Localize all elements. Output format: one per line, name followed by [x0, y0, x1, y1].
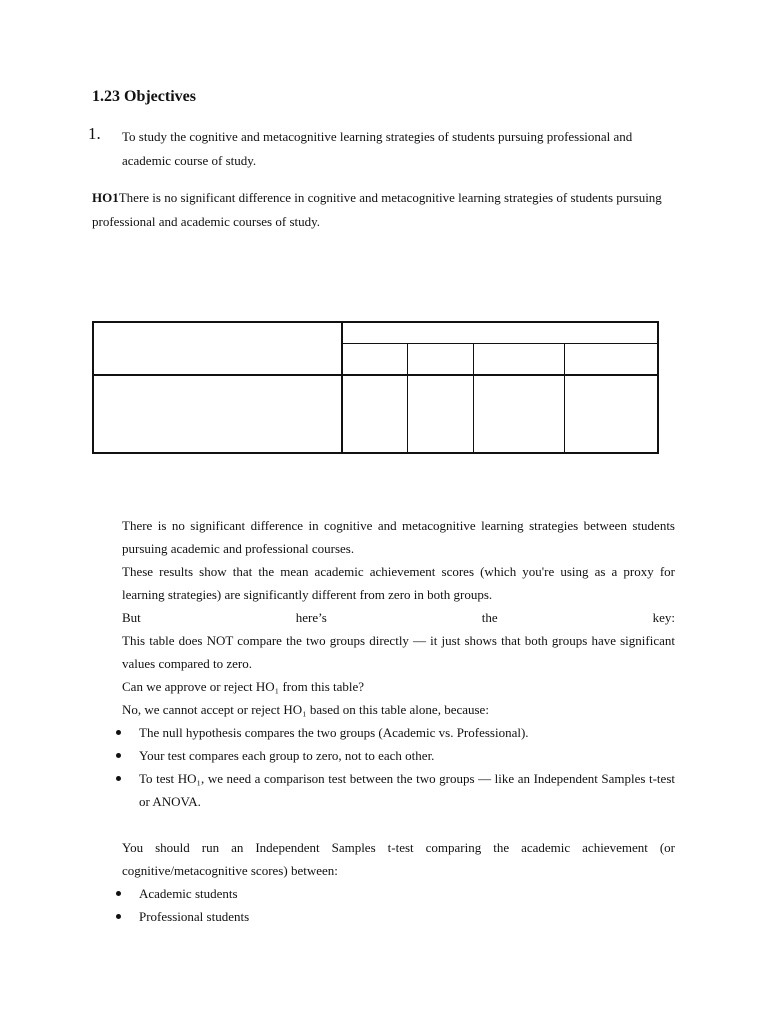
- hypothesis: [92, 186, 675, 234]
- list-item: Your test compares each group to zero, not to each other.: [122, 744, 675, 767]
- section-heading: 1.23 Objectives: [92, 88, 196, 105]
- word: But: [122, 610, 141, 625]
- bullet-icon: [116, 776, 121, 781]
- objective-number: 1.: [88, 124, 101, 143]
- word: key:: [652, 610, 675, 625]
- bullet-icon: [116, 914, 121, 919]
- bullet-list-groups: [122, 882, 675, 928]
- paragraph-6: No, we cannot accept or reject HO₁ based on this table alone, because:: [122, 702, 489, 717]
- hypothesis-label: HO1: [92, 190, 119, 205]
- table-divider: [564, 344, 565, 452]
- paragraph-3: [122, 606, 675, 629]
- paragraph-4: This table does NOT compare the two groups directly — it just shows that both groups have significant values compared to zero.: [122, 633, 675, 671]
- list-item: Professional students: [122, 905, 675, 928]
- list-item: To test HO₁, we need a comparison test between the two groups — like an Independent Samples t-test or ANOVA.: [122, 767, 675, 813]
- word: the: [481, 610, 498, 625]
- list-item: Academic students: [122, 882, 675, 905]
- table-divider: [407, 344, 408, 452]
- table-divider: [94, 374, 657, 376]
- hypothesis-text: There is no significant difference in cognitive and metacognitive learning strategies of students pursuing professional and academic courses of study.: [92, 190, 662, 229]
- bullet-icon: [116, 730, 121, 735]
- table-divider: [473, 344, 474, 452]
- paragraph-2: These results show that the mean academic achievement scores (which you're using as a proxy for learning strategies) are significantly different from zero in both groups.: [122, 564, 675, 602]
- word: here’s: [295, 610, 327, 625]
- spacer: [122, 813, 675, 836]
- objective-text: To study the cognitive and metacognitive learning strategies of students pursuing professional and academic course of study.: [122, 129, 633, 168]
- bullet-list-reasons: [122, 721, 675, 813]
- list-item: The null hypothesis compares the two groups (Academic vs. Professional).: [122, 721, 675, 744]
- bullet-icon: [116, 753, 121, 758]
- paragraph-1: There is no significant difference in cognitive and metacognitive learning strategies between students pursuing academic and professional courses.: [122, 518, 675, 556]
- discussion: [122, 514, 675, 928]
- bullet-icon: [116, 891, 121, 896]
- empty-table: [92, 321, 659, 454]
- paragraph-7: You should run an Independent Samples t-test comparing the academic achievement (or cognitive/metacognitive scores) between:: [122, 840, 675, 878]
- table-divider: [343, 343, 657, 344]
- paragraph-5: Can we approve or reject HO₁ from this table?: [122, 679, 365, 694]
